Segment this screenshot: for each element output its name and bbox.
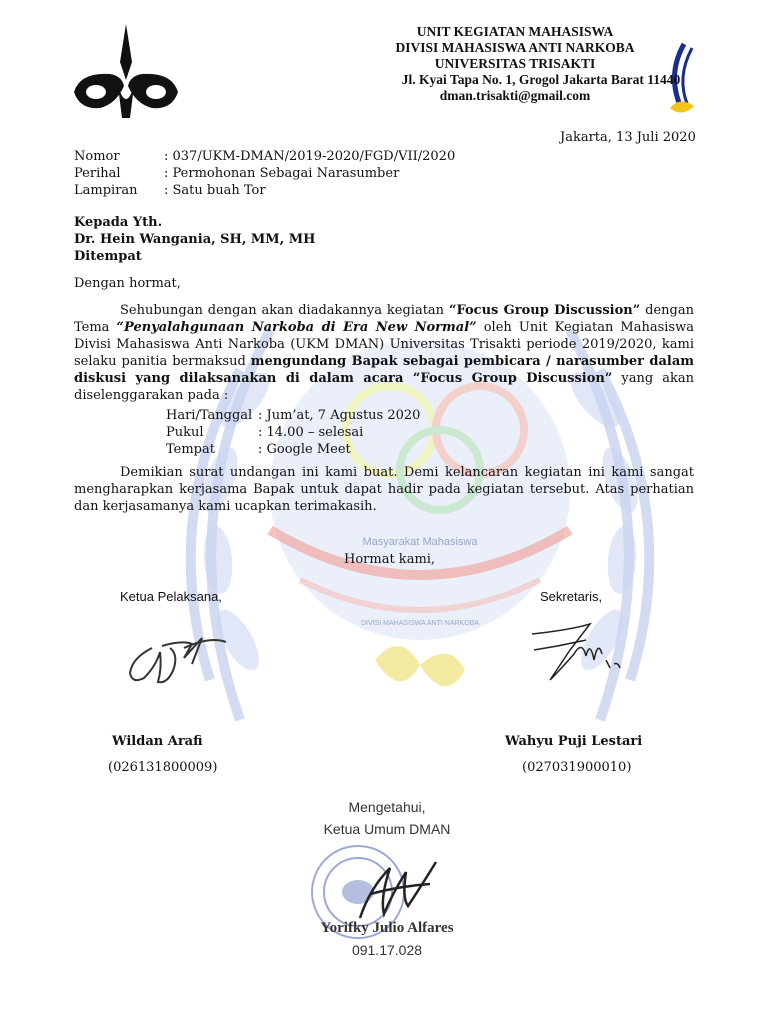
approval-block: [312, 796, 462, 840]
detail-row: [166, 407, 420, 424]
closing: Hormat kami,: [344, 552, 436, 567]
body1-invite: mengundang Bapak sebagai pembicara / narasumber dalam diskusi yang dilaksanakan di dalam acara “Focus Group Discussion”: [74, 354, 694, 386]
chief-id: 091.17.028: [351, 942, 423, 958]
meta-key: Perihal: [74, 166, 121, 181]
recipient-place: Ditempat: [74, 249, 142, 264]
body-paragraph-2: [74, 464, 694, 515]
detail-key: Hari/Tanggal: [166, 408, 253, 423]
detail-row: [166, 441, 420, 458]
recipient-name: Dr. Hein Wangania, SH, MM, MH: [74, 232, 316, 247]
body1-text: yang akan diselenggarakan pada :: [74, 371, 694, 403]
meta-value: : Permohonan Sebagai Narasumber: [164, 166, 400, 181]
approval-role: Ketua Umum DMAN: [323, 821, 451, 837]
signature-chief: [350, 848, 440, 928]
body2-text: Demikian surat undangan ini kami buat. Demi kelancaran kegiatan ini kami sangat mengharapkan kerjasama Bapak untuk dapat hadir pada kegiatan tersebut. Atas perhatian dan kerjasamanya kami ucapkan terimakasih.: [74, 465, 694, 514]
secretary-id: (027031900010): [522, 760, 632, 775]
detail-value: : 14.00 – selesai: [258, 425, 364, 440]
trisakti-logo: [70, 22, 182, 122]
org-university: UNIVERSITAS TRISAKTI: [434, 56, 596, 71]
role-chair: Ketua Pelaksana,: [120, 589, 222, 604]
body1-theme: “Penyalahgunaan Narkoba di Era New Normal”: [116, 320, 477, 335]
org-address: Jl. Kyai Tapa No. 1, Grogol Jakarta Barat 11440: [401, 72, 681, 87]
greeting: Dengan hormat,: [74, 276, 181, 291]
watermark-text-top: Masyarakat Mahasiswa: [362, 536, 478, 548]
event-details: [166, 407, 420, 458]
body-paragraph-1: [74, 302, 694, 404]
letter-date: Jakarta, 13 Juli 2020: [560, 130, 696, 145]
meta-row: [74, 182, 455, 199]
watermark-text-bottom: DIVISI MAHASISWA ANTI NARKOBA: [361, 620, 479, 627]
org-unit: UNIT KEGIATAN MAHASISWA: [416, 24, 614, 39]
recipient-block: [74, 214, 315, 265]
meta-key: Lampiran: [74, 183, 138, 198]
org-division: DIVISI MAHASISWA ANTI NARKOBA: [395, 40, 635, 55]
signature-secretary: [530, 610, 624, 690]
body1-text: dengan Tema: [74, 303, 694, 335]
meta-key: Nomor: [74, 149, 120, 164]
body1-text: oleh Unit Kegiatan Mahasiswa Divisi Mahasiswa Anti Narkoba (UKM DMAN) Universitas Trisakti periode 2019/2020, kami selaku panitia bermaksud: [74, 320, 694, 369]
chair-id: (026131800009): [108, 760, 218, 775]
body1-event: “Focus Group Discussion”: [448, 303, 641, 318]
detail-value: : Google Meet: [258, 442, 351, 457]
recipient-salutation: Kepada Yth.: [74, 215, 163, 230]
detail-value: : Jum’at, 7 Agustus 2020: [258, 408, 421, 423]
meta-value: : 037/UKM-DMAN/2019-2020/FGD/VII/2020: [164, 149, 456, 164]
chief-name: Yorifky Julio Alfares: [320, 920, 454, 936]
body1-text: Sehubungan dengan akan diadakannya kegiatan: [120, 303, 449, 318]
detail-row: [166, 424, 420, 441]
detail-key: Pukul: [166, 425, 204, 440]
secretary-name: Wahyu Puji Lestari: [505, 734, 643, 749]
role-secretary: Sekretaris,: [540, 589, 603, 604]
org-email: dman.trisakti@gmail.com: [439, 88, 591, 103]
letter-meta: [74, 148, 455, 199]
meta-value: : Satu buah Tor: [164, 183, 266, 198]
meta-row: [74, 165, 455, 182]
chair-name: Wildan Arafi: [112, 734, 203, 749]
signature-chair: [122, 618, 232, 688]
detail-key: Tempat: [166, 442, 215, 457]
approval-label: Mengetahui,: [348, 799, 426, 815]
meta-row: [74, 148, 455, 165]
letterhead: [330, 24, 700, 104]
